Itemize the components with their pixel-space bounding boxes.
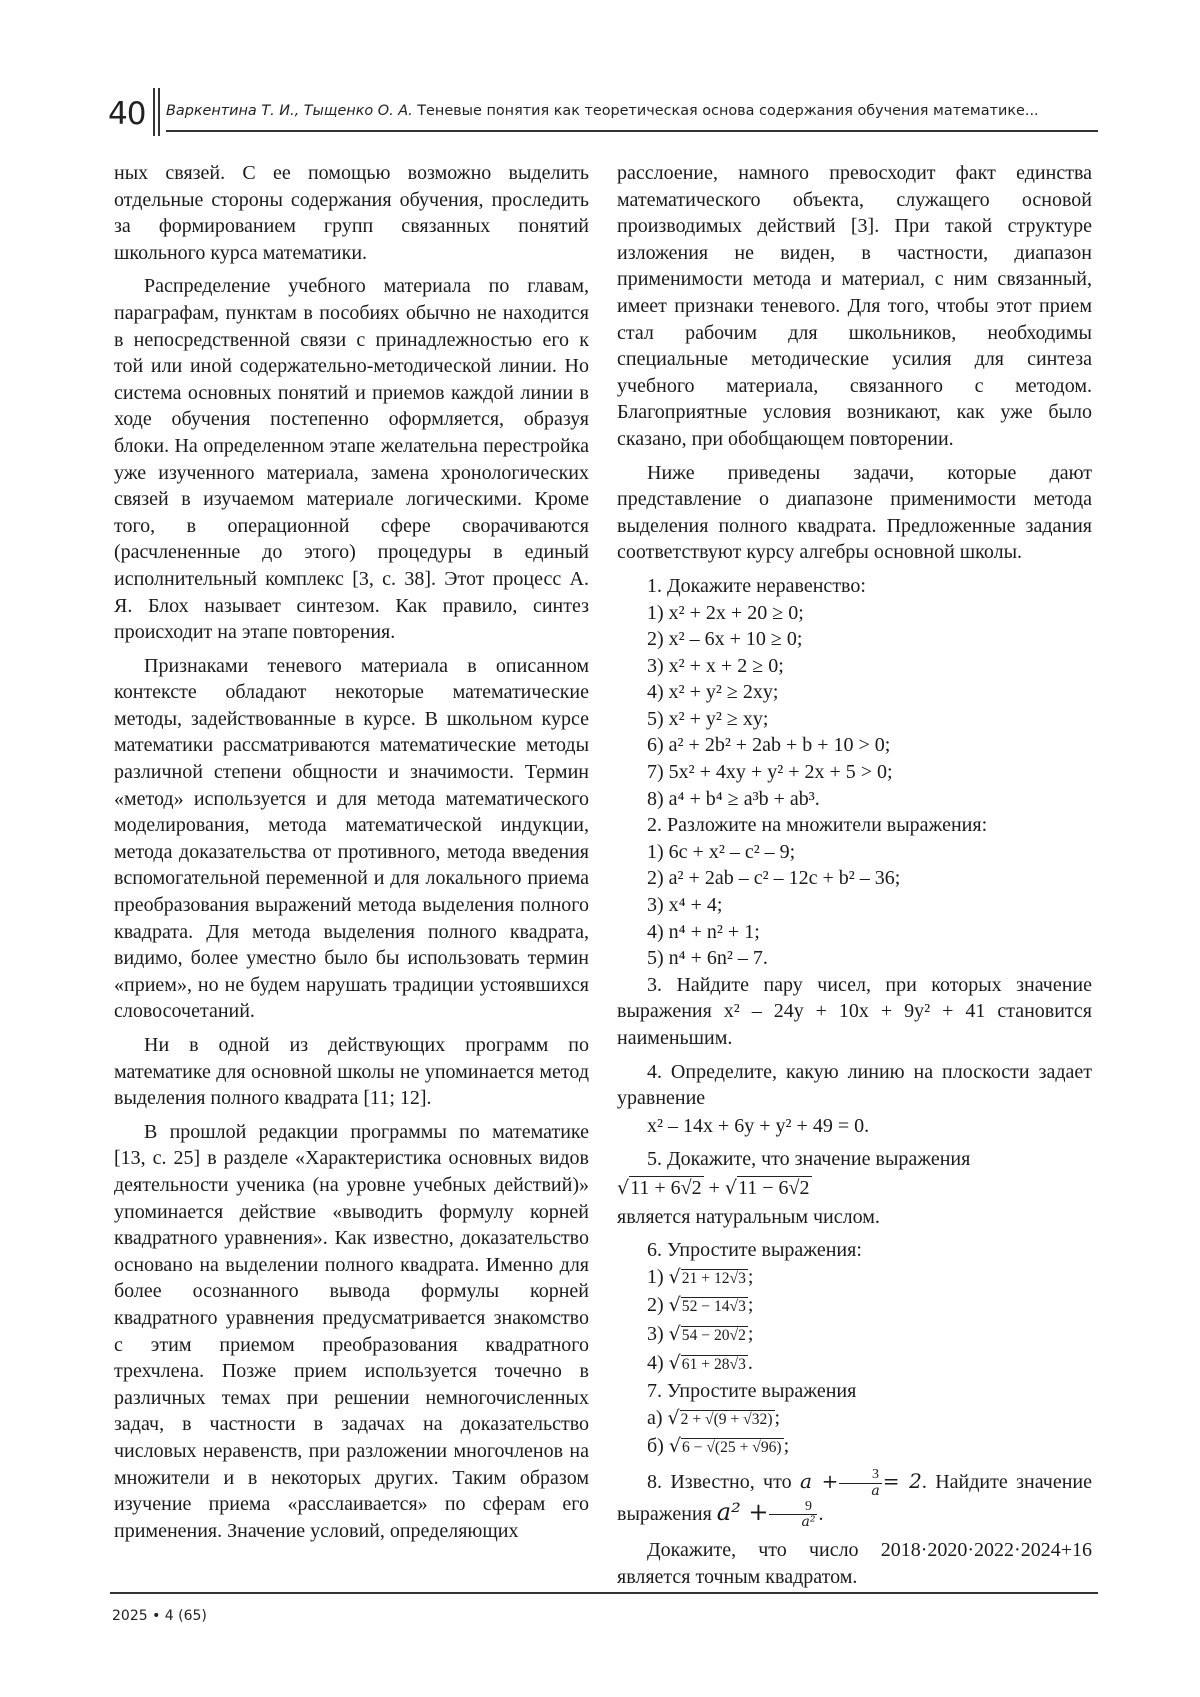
task-1-list [617, 600, 1092, 813]
radicand: 54 − 20√2 [681, 1326, 746, 1344]
list-item: 4) n⁴ + n² + 1; [647, 920, 760, 943]
fraction-numerator: 9 [769, 1500, 817, 1516]
radicand: 21 + 12√3 [681, 1269, 746, 1287]
task-5: 5. Докажите, что значение выражения [647, 1148, 971, 1171]
header-rule [166, 130, 1098, 132]
fraction-denominator: a [871, 1482, 880, 1499]
list-item: 2) a² + 2ab – c² – 12c + b² – 36; [647, 867, 901, 890]
task-7-list [617, 1405, 1092, 1462]
list-item: 2) x² – 6x + 10 ≥ 0; [647, 628, 803, 651]
running-head [166, 103, 1096, 119]
list-item: 6) a² + 2b² + 2ab + b + 10 > 0; [647, 734, 891, 757]
task-9: Докажите, что число 2018·2020·2022·2024+16 является точным квадратом. [617, 1539, 1092, 1588]
list-item: 1) 6c + x² – c² – 9; [647, 840, 796, 863]
paragraph: ных связей. С ее помощью возможно выделить отдельные стороны содержания обучения, проследить за формированием групп связанных понятий школьного курса математики. [114, 162, 589, 264]
header-divider [158, 88, 160, 136]
task-8-prefix: 8. Известно, что [647, 1470, 792, 1493]
list-item: 3) x² + x + 2 ≥ 0; [647, 654, 784, 677]
operator: + [708, 1176, 720, 1199]
item-end: ; [747, 1294, 754, 1317]
radical: √2 + √(9 + √32) [667, 1406, 773, 1429]
item-label: 4) [647, 1351, 664, 1374]
task-8-end: . [818, 1502, 824, 1525]
radical: √11 − 6√2 [724, 1176, 810, 1199]
list-item [617, 1405, 1092, 1434]
right-column [617, 160, 1092, 1597]
item-end: ; [774, 1406, 781, 1429]
fraction [839, 1468, 881, 1498]
task-8-middle: . Найдите значение выражения [617, 1470, 1093, 1525]
radicand: 61 + 28√3 [681, 1355, 746, 1373]
radicand: 11 − 6√2 [738, 1176, 810, 1199]
fraction-numerator: 3 [839, 1468, 881, 1484]
header-divider [153, 88, 155, 136]
radical: √61 + 28√3 [668, 1351, 746, 1374]
paragraph: расслоение, намного превосходит факт единства математического объекта, служащего основой производимых действий [3]. При такой структуре изложения не виден, в частности, диапазон применимости метода и материал, с ним связанный, имеет признаки теневого. Для того, чтобы этот прием стал рабочим для школьников, необходимы специальные методические усилия для синтеза учебного материала, связанного с методом. Благоприятные условия возникают, как уже было сказано, при обобщающем повторении. [617, 162, 1092, 450]
item-label: 3) [647, 1322, 664, 1345]
item-label: 1) [647, 1265, 664, 1288]
radical: √21 + 12√3 [668, 1265, 746, 1288]
list-item: 5) n⁴ + 6n² – 7. [647, 947, 768, 970]
radical: √11 + 6√2 [617, 1176, 702, 1199]
radicand: 6 − √(25 + √96) [681, 1439, 782, 1457]
list-item [617, 1292, 1092, 1321]
list-item [617, 1350, 1092, 1379]
running-head-title: Теневые понятия как теоретическая основа содержания обучения математике... [417, 103, 1039, 119]
list-item: 4) x² + y² ≥ 2xy; [647, 681, 779, 704]
item-label: а) [647, 1406, 663, 1429]
issue-number: 2025 • 4 (65) [112, 1608, 207, 1624]
list-item: 1) x² + 2x + 20 ≥ 0; [647, 601, 804, 624]
list-item: 8) a⁴ + b⁴ ≥ a³b + ab³. [647, 787, 820, 810]
paragraph: Ниже приведены задачи, которые дают представление о диапазоне применимости метода выделения полного квадрата. Предложенные задания соответствуют курсу алгебры основной школы. [617, 461, 1092, 564]
condition-lhs: a + [799, 1468, 839, 1493]
radicand: 2 + √(9 + √32) [680, 1410, 773, 1428]
target-lhs: a² + [716, 1497, 769, 1526]
radical: √6 − √(25 + √96) [668, 1435, 782, 1458]
item-label: б) [647, 1435, 664, 1458]
task-7-title: 7. Упростите выражения [647, 1380, 857, 1403]
paragraph: Распределение учебного материала по главам, параграфам, пунктам в пособиях обычно не находится в непосредственной связи с принадлежностью его к той или иной содержательно-методической линии. Но система основных понятий и приемов каждой линии в ходе обучения постепенно оформляется, образуя блоки. На определенном этапе желательна перестройка уже изученного материала, замена хронологических связей в изучаемом материале логическими. Кроме того, в операционной сфере сворачиваются (расчлененные до этого) процедуры в единый исполнительный комплекс [3, с. 38]. Этот процесс А. Я. Блох называет синтезом. Как правило, синтез происходит на этапе повторения. [114, 275, 589, 644]
item-label: 2) [647, 1294, 664, 1317]
task-4-equation: x² – 14x + 6y + y² + 49 = 0. [647, 1114, 870, 1137]
radical: √52 − 14√3 [668, 1294, 746, 1317]
page-number: 40 [108, 96, 146, 132]
list-item: 3) x⁴ + 4; [647, 894, 723, 917]
footer-rule [110, 1592, 1098, 1594]
task-5-expression [617, 1175, 1092, 1202]
running-head-authors: Варкентина Т. И., Тыщенко О. А. [166, 103, 413, 119]
task-6-list [617, 1264, 1092, 1378]
fraction [769, 1500, 817, 1530]
paragraph: Ни в одной из действующих программ по математике для основной школы не упоминается метод выделения полного квадрата [11; 12]. [114, 1034, 589, 1110]
radicand: 52 − 14√3 [681, 1298, 746, 1316]
paragraph: В прошлой редакции программы по математике [13, с. 25] в разделе «Характеристика основных видов деятельности ученика (на уровне учебных действий)» упоминается действие «выводить формулу корней квадратного уравнения». Как известно, доказательство основано на выделении полного квадрата. Именно для более осознанного вывода формулы корней квадратного уравнения предусматривается знакомство с этим приемом преобразования квадратного трехчлена. Позже прием используется точечно в различных темах при решении немногочисленных задач, в частности в задачах на доказательство числовых неравенств, при разложении многочленов на множители и в некоторых других. Таким образом изучение приема «расслаивается» по сферам его применения. Значение условий, определяющих [114, 1120, 589, 1542]
list-item [617, 1321, 1092, 1350]
list-item [617, 1264, 1092, 1293]
task-5-tail: является натуральным числом. [617, 1205, 880, 1228]
task-2-title: 2. Разложите на множители выражения: [647, 814, 988, 837]
task-3: 3. Найдите пару чисел, при которых значение выражения x² – 24y + 10x + 9y² + 41 становится наименьшим. [617, 973, 1092, 1049]
task-1-title: 1. Докажите неравенство: [647, 574, 866, 597]
task-8 [617, 1468, 1092, 1530]
radicand: 11 + 6√2 [630, 1176, 702, 1199]
list-item: 7) 5x² + 4xy + y² + 2x + 5 > 0; [647, 761, 893, 784]
list-item: 5) x² + y² ≥ xy; [647, 707, 769, 730]
list-item [617, 1433, 1092, 1462]
task-2-list [617, 839, 1092, 972]
item-end: ; [747, 1265, 754, 1288]
condition-rhs: = 2 [882, 1468, 922, 1493]
task-4: 4. Определите, какую линию на плоскости задает уравнение [617, 1060, 1092, 1110]
item-end: ; [783, 1435, 790, 1458]
paragraph: Признаками теневого материала в описанном контексте обладают некоторые математические методы, задействованные в курсе. В школьном курсе математики рассматриваются математические методы различной степени общности и значимости. Термин «метод» используется и для метода математического моделирования, метода математической индукции, метода доказательства от противного, метода введения вспомогательной переменной и для локального приема преобразования выражений метода выделения полного квадрата. Для метода выделения полного квадрата, видимо, более уместно было бы использовать термин «прием», но не будем нарушать традиции устоявшихся словосочетаний. [114, 654, 589, 1023]
radical: √54 − 20√2 [668, 1322, 746, 1345]
fraction-denominator: a² [801, 1514, 816, 1531]
task-6-title: 6. Упростите выражения: [647, 1239, 862, 1262]
item-end: ; [747, 1322, 754, 1345]
item-end: . [747, 1351, 753, 1374]
left-column [114, 160, 589, 1551]
